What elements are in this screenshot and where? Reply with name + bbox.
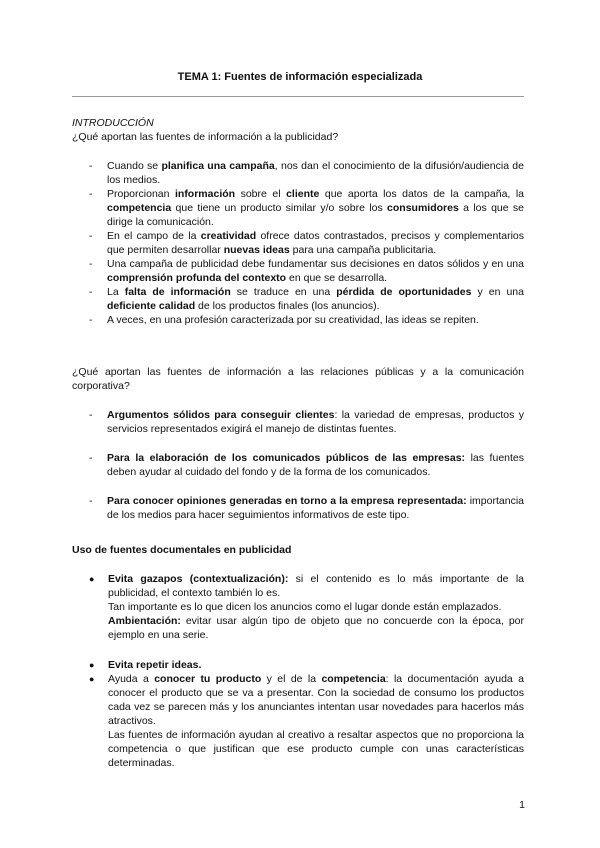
list-item: [72, 451, 524, 479]
emphasis-text: Argumentos sólidos para conseguir clientes: [107, 409, 335, 421]
list-item: [72, 572, 524, 642]
emphasis-text: Evita repetir ideas.: [108, 659, 202, 671]
emphasis-text: conocer tu producto: [154, 673, 262, 685]
list-marker: ●: [89, 574, 95, 584]
list-item: [72, 285, 524, 313]
list-item: [72, 229, 524, 257]
list-item-text: Ayuda a conocer tu producto y el de la competencia: la documentación ayuda a conocer el producto que se va a presentar. Con la sociedad de consumo los productos cada vez se parecen más y los anunciantes intentan usar novedades para hacerlos más atractivos.: [108, 673, 524, 727]
emphasis-text: nuevas ideas: [223, 244, 290, 256]
list-item-text: Para conocer opiniones generadas en torno a la empresa representada: importancia de los medios para hacer seguimientos informativos de este tipo.: [107, 495, 524, 521]
title-divider: [72, 96, 524, 97]
page-number: 1: [519, 799, 525, 811]
emphasis-text: competencia: [321, 673, 386, 685]
section-heading-uso-fuentes: Uso de fuentes documentales en publicidad: [72, 544, 292, 556]
emphasis-text: comprensión profunda del contexto: [107, 272, 287, 284]
list-item: [72, 187, 524, 229]
list-marker: -: [89, 409, 93, 421]
list-marker: -: [89, 230, 93, 242]
emphasis-text: información: [174, 188, 236, 200]
list-marker: ●: [89, 674, 95, 684]
list-marker: -: [89, 495, 93, 507]
emphasis-text: Para la elaboración de los comunicados públicos de las empresas:: [107, 452, 466, 464]
relaciones-publicas-list: [72, 408, 524, 522]
list-marker: -: [89, 286, 93, 298]
emphasis-text: planifica una campaña: [161, 160, 275, 172]
intro-heading: INTRODUCCIÓN: [72, 117, 154, 129]
emphasis-text: consumidores: [387, 202, 459, 214]
list-item-paragraph: Ambientación: evitar usar algún tipo de objeto que no concuerde con la época, por ejemplo en una serie.: [108, 615, 524, 641]
list-marker: -: [89, 452, 93, 464]
list-item-text: Para la elaboración de los comunicados públicos de las empresas: las fuentes deben ayudar al cuidado del fondo y de la forma de los comunicados.: [107, 452, 525, 478]
list-item: [72, 313, 524, 327]
list-item: [72, 408, 524, 436]
emphasis-text: Evita gazapos (contextualización):: [108, 573, 289, 585]
list-item-paragraph: Tan importante es lo que dicen los anuncios como el lugar donde están emplazados.: [108, 601, 502, 613]
question-publicidad: ¿Qué aportan las fuentes de información a la publicidad?: [72, 131, 339, 143]
list-item: [72, 159, 524, 187]
list-item-text: La falta de información se traduce en una pérdida de oportunidades y en una deficiente calidad de los productos finales (los anuncios).: [107, 286, 524, 312]
list-item: [72, 658, 524, 672]
emphasis-text: competencia: [107, 202, 172, 214]
list-marker: -: [89, 314, 93, 326]
list-item-text: Cuando se planifica una campaña, nos dan el conocimiento de la difusión/audiencia de los medios.: [107, 160, 524, 186]
list-item: [72, 257, 524, 285]
page-title: TEMA 1: Fuentes de información especializada: [177, 71, 423, 83]
list-item-text: A veces, en una profesión caracterizada por su creatividad, las ideas se repiten.: [107, 314, 479, 326]
list-item: [72, 494, 524, 522]
uso-fuentes-list: [72, 572, 524, 770]
list-marker: -: [89, 258, 93, 270]
list-marker: ●: [89, 660, 95, 670]
emphasis-text: Ambientación:: [108, 615, 181, 627]
emphasis-text: creatividad: [200, 230, 257, 242]
list-item-text: Proporcionan información sobre el cliente que aporta los datos de la campaña, la competencia que tiene un producto similar y/o sobre los consumidores a los que se dirige la comunicación.: [107, 188, 525, 228]
publicidad-list: [72, 159, 524, 327]
emphasis-text: Para conocer opiniones generadas en torno a la empresa representada:: [107, 495, 467, 507]
list-item-text: Argumentos sólidos para conseguir clientes: la variedad de empresas, productos y servicios representados exigirá el manejo de distintas fuentes.: [107, 409, 524, 435]
list-item: [72, 672, 524, 770]
emphasis-text: cliente: [286, 188, 320, 200]
emphasis-text: falta de información: [124, 286, 231, 298]
list-marker: -: [89, 188, 93, 200]
list-item-text: En el campo de la creatividad ofrece datos contrastados, precisos y complementarios que permiten desarrollar nuevas ideas para una campaña publicitaria.: [107, 230, 524, 256]
emphasis-text: deficiente calidad: [107, 300, 196, 312]
question-relaciones-publicas: ¿Qué aportan las fuentes de información a las relaciones públicas y a la comunicación corporativa?: [72, 366, 524, 392]
list-item-text: Evita gazapos (contextualización): si el contenido es lo más importante de la publicidad, el contexto también lo es.: [108, 573, 524, 599]
list-item-text: Una campaña de publicidad debe fundamentar sus decisiones en datos sólidos y en una comprensión profunda del contexto en que se desarrolla.: [107, 258, 524, 284]
list-item-paragraph: Las fuentes de información ayudan al creativo a resaltar aspectos que no proporciona la competencia o que justifican que ese producto cumple con unas características determinadas.: [108, 729, 524, 769]
list-marker: -: [89, 160, 93, 172]
list-item-text: [108, 658, 524, 672]
emphasis-text: pérdida de oportunidades: [336, 286, 472, 298]
